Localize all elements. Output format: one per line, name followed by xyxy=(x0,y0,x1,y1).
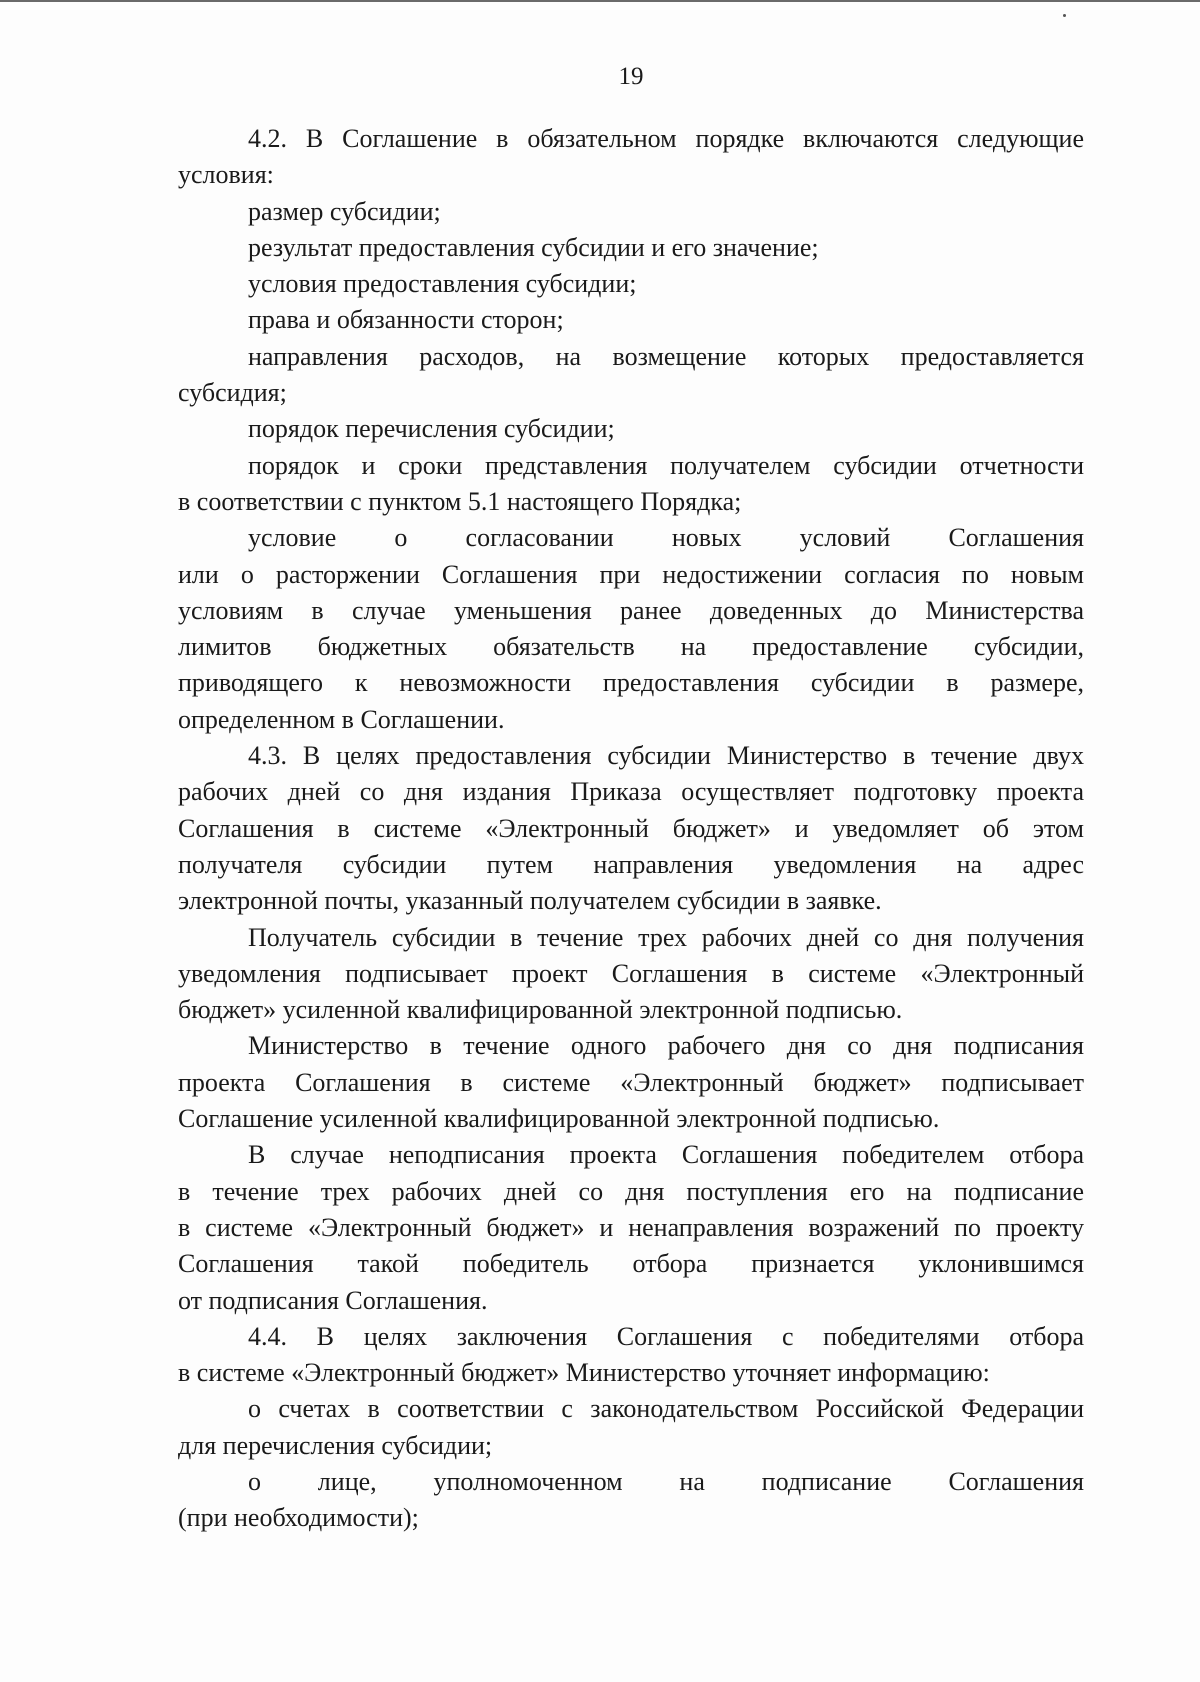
scan-top-edge xyxy=(0,0,1200,2)
text-line: Соглашения такой победитель отбора признается уклонившимся xyxy=(178,1249,1084,1279)
text-line: условие о согласовании новых условий Соглашения xyxy=(248,523,1084,553)
paragraph xyxy=(178,1137,1084,1318)
paragraph xyxy=(178,1028,1084,1137)
paragraph xyxy=(178,339,1084,412)
text-line: права и обязанности сторон; xyxy=(248,305,564,335)
text-line: или о расторжении Соглашения при недостижении согласия по новым xyxy=(178,559,1084,589)
text-line: размер субсидии; xyxy=(248,196,441,226)
text-line: Министерство в течение одного рабочего дня со дня подписания xyxy=(248,1031,1084,1061)
text-line: приводящего к невозможности предоставления субсидии в размере, xyxy=(178,668,1084,698)
scan-speck xyxy=(1063,14,1066,17)
page-number: 19 xyxy=(618,63,644,90)
text-line: о лице, уполномоченном на подписание Соглашения xyxy=(248,1466,1084,1496)
text-line: направления расходов, на возмещение которых предоставляется xyxy=(248,341,1084,371)
document-body xyxy=(178,121,1084,1537)
text-line: в течение трех рабочих дней со дня поступления его на подписание xyxy=(178,1176,1084,1206)
text-line: (при необходимости); xyxy=(178,1503,419,1533)
paragraph xyxy=(178,194,1084,230)
paragraph xyxy=(178,520,1084,738)
text-line: условиям в случае уменьшения ранее доведенных до Министерства xyxy=(178,595,1084,625)
text-line: условия предоставления субсидии; xyxy=(248,269,637,299)
paragraph xyxy=(178,302,1084,338)
text-line: результат предоставления субсидии и его значение; xyxy=(248,232,819,262)
text-line: порядок и сроки представления получателем субсидии отчетности xyxy=(248,450,1084,480)
text-line: бюджет» усиленной квалифицированной электронной подписью. xyxy=(178,995,903,1025)
text-line: Соглашения в системе «Электронный бюджет» и уведомляет об этом xyxy=(178,813,1084,843)
text-line: лимитов бюджетных обязательств на предоставление субсидии, xyxy=(178,632,1084,662)
paragraph xyxy=(178,738,1084,919)
text-line: 4.3. В целях предоставления субсидии Министерство в течение двух xyxy=(248,741,1084,771)
text-line: электронной почты, указанный получателем субсидии в заявке. xyxy=(178,886,882,916)
paragraph xyxy=(178,230,1084,266)
text-line: получателя субсидии путем направления уведомления на адрес xyxy=(178,849,1084,879)
text-line: рабочих дней со дня издания Приказа осуществляет подготовку проекта xyxy=(178,777,1084,807)
paragraph xyxy=(178,411,1084,447)
text-line: для перечисления субсидии; xyxy=(178,1430,493,1460)
text-line: уведомления подписывает проект Соглашения в системе «Электронный xyxy=(178,958,1084,988)
paragraph xyxy=(178,266,1084,302)
text-line: 4.4. В целях заключения Соглашения с победителями отбора xyxy=(248,1321,1084,1351)
text-line: в соответствии с пунктом 5.1 настоящего Порядка; xyxy=(178,486,742,516)
text-line: условия: xyxy=(178,160,274,190)
paragraph xyxy=(178,1464,1084,1537)
text-line: В случае неподписания проекта Соглашения победителем отбора xyxy=(248,1140,1084,1170)
paragraph xyxy=(178,920,1084,1029)
text-line: Соглашение усиленной квалифицированной электронной подписью. xyxy=(178,1104,940,1134)
paragraph xyxy=(178,1319,1084,1392)
text-line: в системе «Электронный бюджет» и ненаправления возражений по проекту xyxy=(178,1212,1084,1242)
paragraph xyxy=(178,448,1084,521)
text-line: в системе «Электронный бюджет» Министерство уточняет информацию: xyxy=(178,1358,990,1388)
text-line: от подписания Соглашения. xyxy=(178,1285,488,1315)
text-line: субсидия; xyxy=(178,378,287,408)
text-line: о счетах в соответствии с законодательством Российской Федерации xyxy=(248,1394,1084,1424)
text-line: порядок перечисления субсидии; xyxy=(248,414,615,444)
text-line: 4.2. В Соглашение в обязательном порядке включаются следующие xyxy=(248,124,1084,153)
text-line: Получатель субсидии в течение трех рабочих дней со дня получения xyxy=(248,922,1084,952)
text-line: проекта Соглашения в системе «Электронный бюджет» подписывает xyxy=(178,1067,1084,1097)
paragraph xyxy=(178,121,1084,194)
paragraph xyxy=(178,1391,1084,1464)
text-line: определенном в Соглашении. xyxy=(178,704,505,734)
